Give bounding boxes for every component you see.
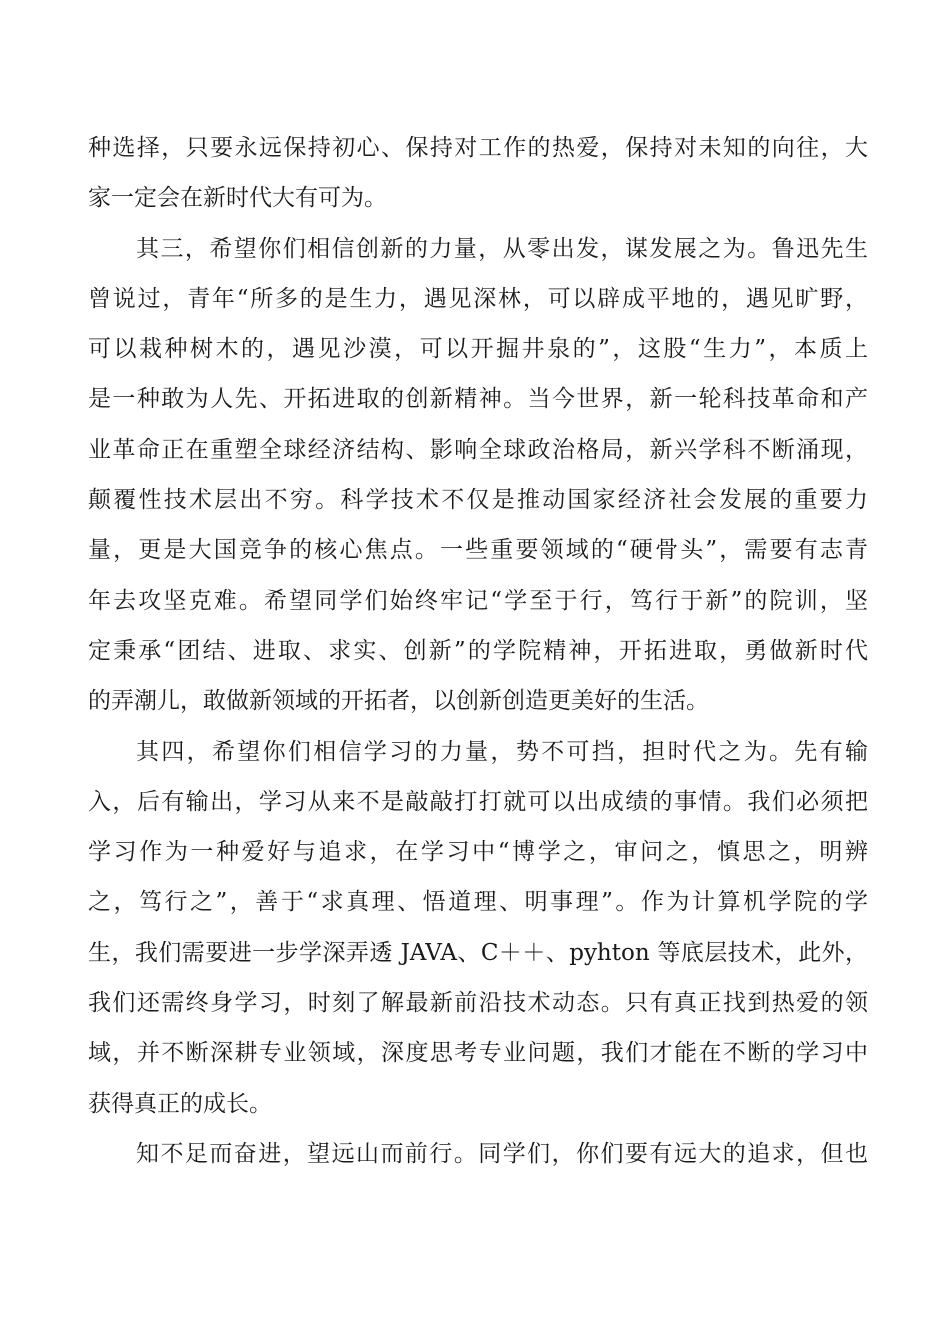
text-line: 知不足而奋进，望远山而前行。同学们，你们要有远大的追求，但也 (136, 1140, 868, 1167)
text-line: 域，并不断深耕专业领域，深度思考专业问题，我们才能在不断的学习中 (88, 1040, 868, 1067)
text-line: 生，我们需要进一步学深弄透 JAVA、C＋＋、pyhton 等底层技术，此外， (88, 939, 868, 966)
text-line: 业革命正在重塑全球经济结构、影响全球政治格局，新兴学科不断涌现， (88, 436, 868, 463)
text-line: 家一定会在新时代大有可为。 (88, 185, 387, 212)
text-line: 曾说过，青年“所多的是生力，遇见深林，可以辟成平地的，遇见旷野， (88, 285, 868, 312)
text-line: 是一种敢为人先、开拓进取的创新精神。当今世界，新一轮科技革命和产 (88, 386, 868, 413)
text-line: 年去攻坚克难。希望同学们始终牢记“学至于行，笃行于新”的院训，坚 (88, 587, 868, 614)
paragraph-2 (88, 230, 868, 721)
text-line: 入，后有输出，学习从来不是敲敲打打就可以出成绩的事情。我们必须把 (88, 788, 868, 815)
text-line: 学习作为一种爱好与追求，在学习中“博学之，审问之，慎思之，明辨 (88, 839, 868, 866)
text-line: 量，更是大国竞争的核心焦点。一些重要领域的“硬骨头”，需要有志青 (88, 537, 868, 564)
text-line: 获得真正的成长。 (88, 1090, 272, 1117)
text-line: 我们还需终身学习，时刻了解最新前沿技术动态。只有真正找到热爱的领 (88, 990, 868, 1017)
text-line: 的弄潮儿，敢做新领域的开拓者，以创新创造更美好的生活。 (88, 688, 709, 715)
paragraph-1 (88, 129, 868, 217)
text-line: 种选择，只要永远保持初心、保持对工作的热爱，保持对未知的向往，大 (88, 135, 868, 161)
paragraph-3 (88, 733, 868, 1123)
text-line: 其四，希望你们相信学习的力量，势不可挡，担时代之为。先有输 (136, 738, 868, 765)
text-line: 可以栽种树木的，遇见沙漠，可以开掘井泉的”，这股“生力”，本质上 (88, 336, 868, 363)
document-body (88, 129, 868, 1185)
text-line: 之，笃行之”，善于“求真理、悟道理、明事理”。作为计算机学院的学 (88, 889, 868, 916)
text-line: 其三，希望你们相信创新的力量，从零出发，谋发展之为。鲁迅先生 (136, 235, 868, 262)
paragraph-4 (88, 1135, 868, 1173)
text-line: 颠覆性技术层出不穷。科学技术不仅是推动国家经济社会发展的重要力 (88, 487, 868, 514)
text-line: 定秉承“团结、进取、求实、创新”的学院精神，开拓进取，勇做新时代 (88, 637, 868, 664)
